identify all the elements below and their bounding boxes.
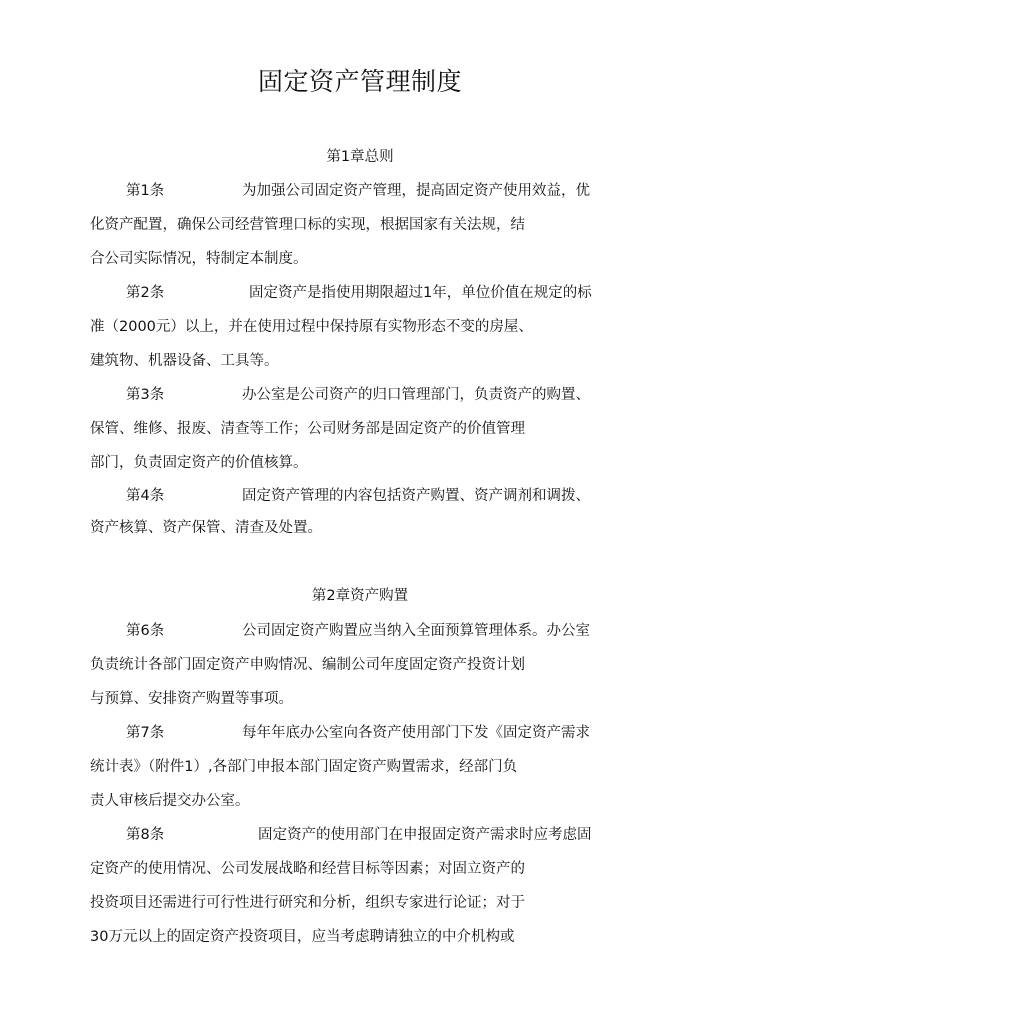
article-text: 公司固定资产购置应当纳入全面预算管理体系。办公室 [242,623,590,639]
article-text: 部门，负责固定资产的价值核算。 [90,455,308,471]
article-text: 为加强公司固定资产管理，提高固定资产使用效益，优 [242,183,590,199]
article-text: 合公司实际情况，特制定本制度。 [90,251,308,267]
article-text: 资产核算、资产保管、清查及处置。 [90,520,322,536]
article-text: 建筑物、机器设备、工具等。 [90,353,279,369]
article-text: 固定资产是指使用期限超过1年，单位价值在规定的标 [249,285,592,301]
article-text: 与预算、安排资产购置等事项。 [90,691,293,707]
document-title: 固定资产管理制度 [257,67,462,96]
article-label: 第6条 [126,623,165,639]
article-text: 化资产配置，确保公司经营管理口标的实现，根据国家有关法规，结 [90,217,525,233]
article-text: 责人审核后提交办公室。 [90,793,250,809]
article-text: 统计表》（附件1）,各部门申报本部门固定资产购置需求，经部门负 [90,759,518,775]
article-label: 第7条 [126,725,165,741]
article-text: 保管、维修、报废、清查等工作；公司财务部是固定资产的价值管理 [90,421,525,437]
article-label: 第3条 [126,387,165,403]
article-text: 30万元以上的固定资产投资项目，应当考虑聘请独立的中介机构或 [90,929,515,945]
article-label: 第4条 [126,488,165,504]
article-label: 第1条 [126,183,165,199]
chapter-heading: 第2章资产购置 [311,588,409,604]
article-text: 投资项目还需进行可行性进行研究和分析，组织专家进行论证；对于 [90,895,525,911]
article-text: 固定资产的使用部门在申报固定资产需求时应考虑固 [258,827,592,843]
article-label: 第2条 [126,285,165,301]
article-label: 第8条 [126,827,165,843]
article-text: 负责统计各部门固定资产申购情况、编制公司年度固定资产投资计划 [90,657,525,673]
article-text: 定资产的使用情况、公司发展战略和经营目标等因素；对固立资产的 [90,861,525,877]
chapter-heading: 第1章总则 [326,149,394,165]
article-text: 办公室是公司资产的归口管理部门，负责资产的购置、 [242,387,590,403]
article-text: 每年年底办公室向各资产使用部门下发《固定资产需求 [242,725,590,741]
article-text: 固定资产管理的内容包括资产购置、资产调剂和调拨、 [242,488,590,504]
article-text: 准（2000元）以上，并在使用过程中保持原有实物形态不变的房屋、 [90,319,533,335]
